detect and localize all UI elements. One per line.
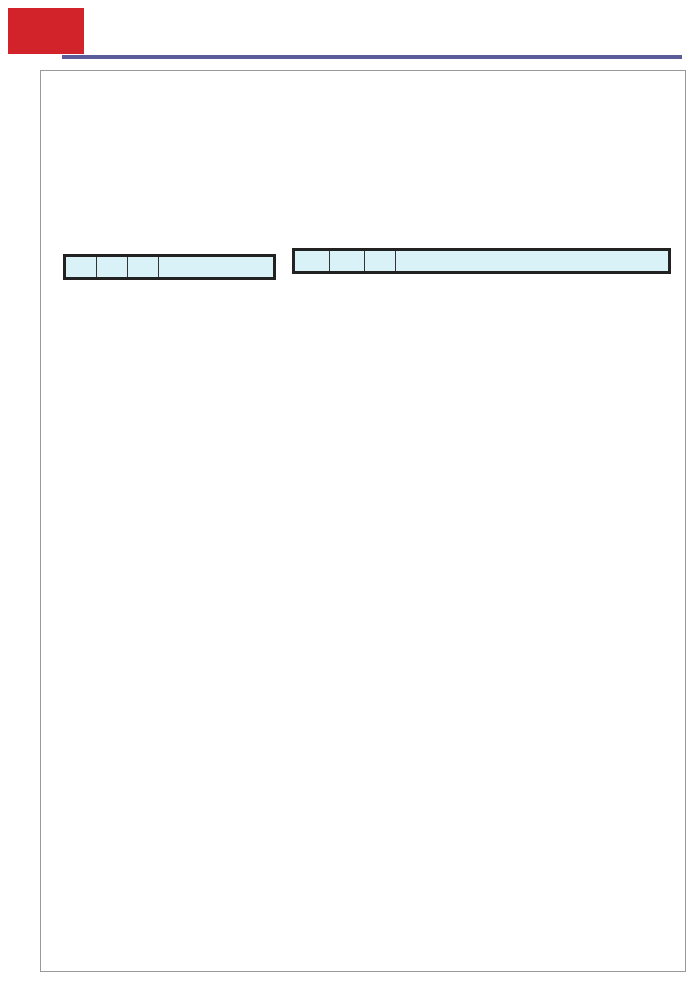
header-e7	[65, 256, 97, 279]
header-e6	[97, 256, 128, 279]
header-e0	[365, 250, 396, 273]
header-e5	[128, 256, 159, 279]
refresh-table-header-row	[294, 250, 670, 273]
header-self-refresh	[396, 250, 670, 273]
header-driver-strength	[159, 256, 275, 279]
header-e1	[330, 250, 365, 273]
driver-table-header-row	[65, 256, 275, 279]
driver-strength-table	[63, 254, 276, 280]
header-e2	[294, 250, 330, 273]
self-refresh-table	[292, 248, 671, 274]
extended-mode-register-diagram	[0, 0, 692, 260]
